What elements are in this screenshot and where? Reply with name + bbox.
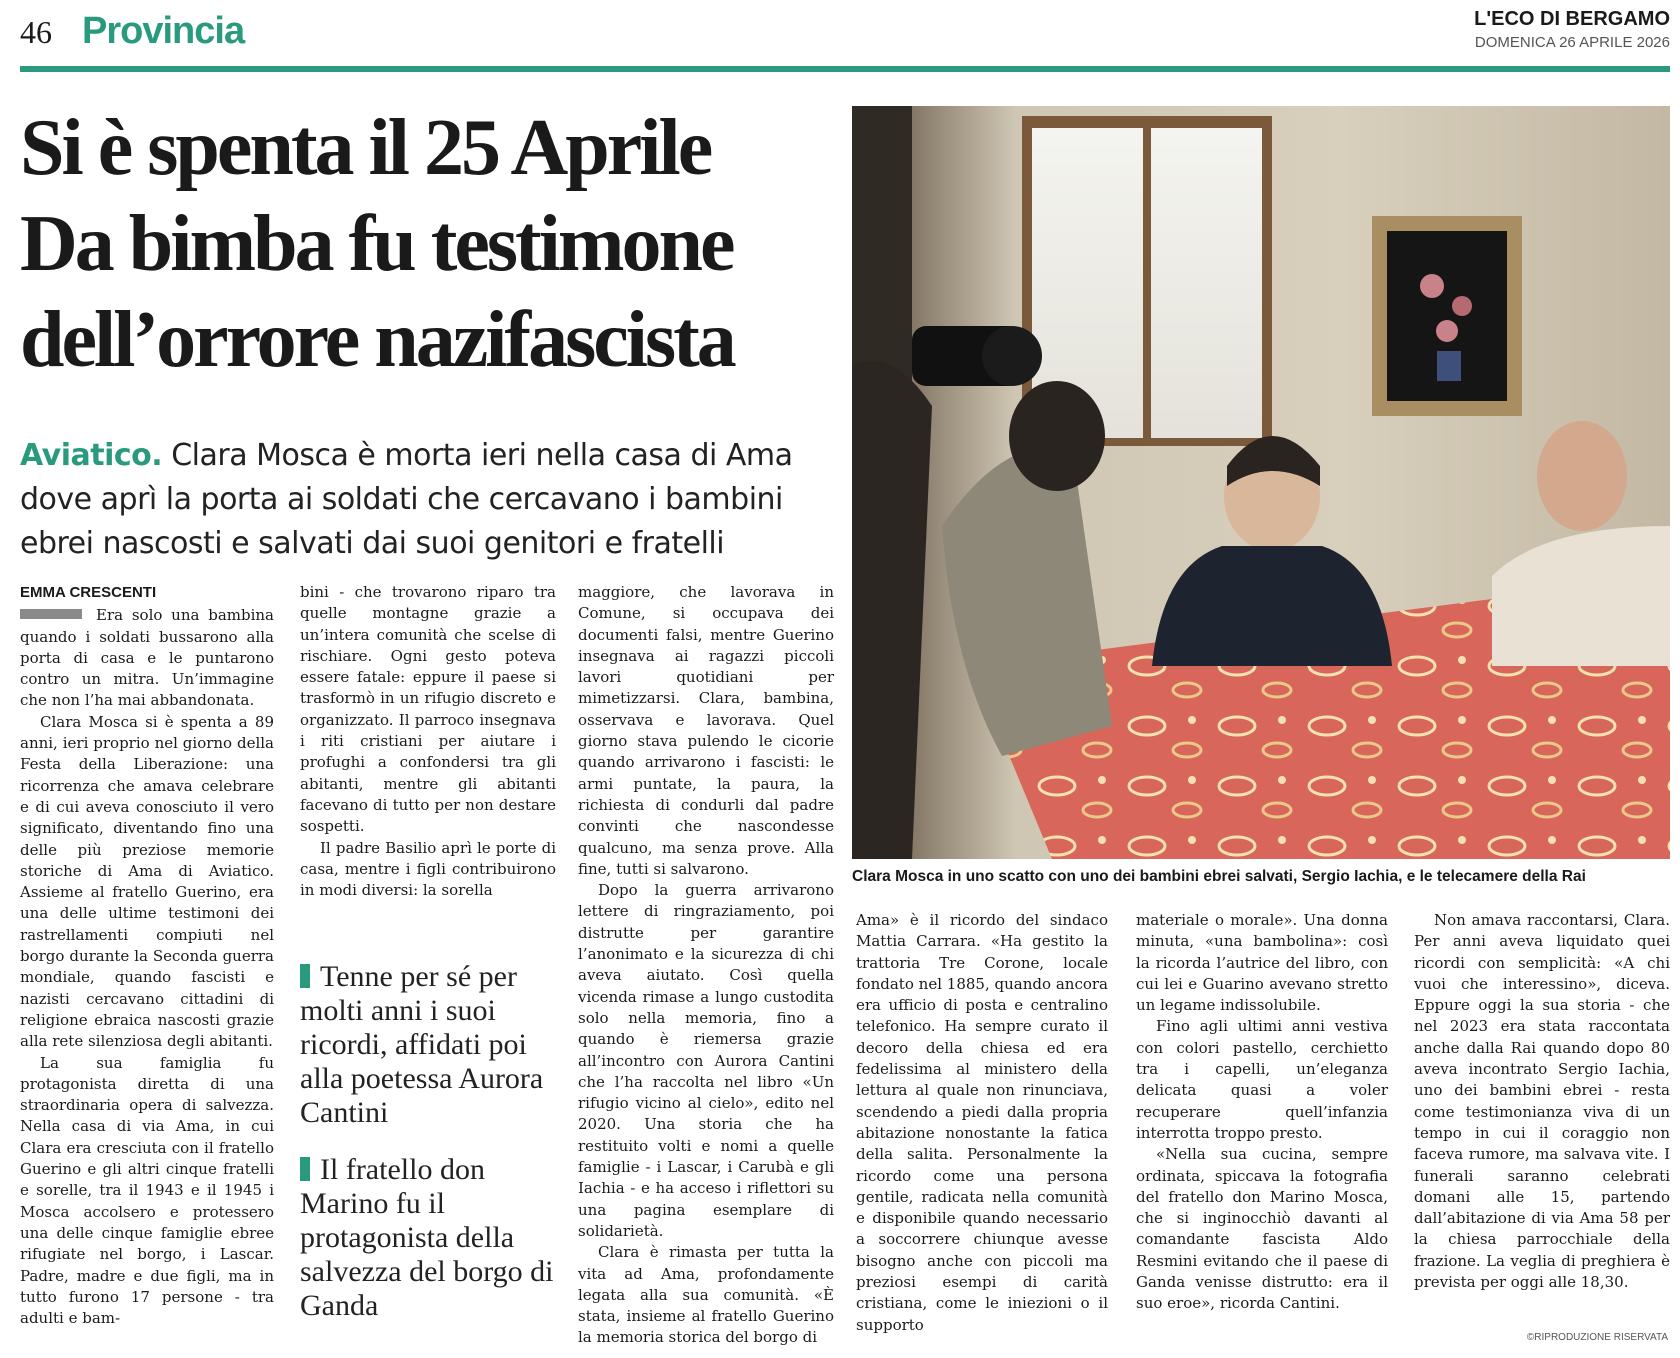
quote-mark bbox=[300, 1157, 310, 1181]
paragraph: materiale o morale». Una donna minuta, «una bambolina»: così la ricorda l’autrice del libro, con cui lei e Guarino avevano stretto un legame indissolubile. bbox=[1136, 911, 1388, 1015]
paragraph: Non amava raccontarsi, Clara. Per anni aveva liquidato quei ricordi con semplicità: «A chi vuoi che interessino», diceva. Eppure oggi la sua storia - che nel 2023 era stata raccontata anche dalla Rai quando dopo 80 aveva incontrato Sergio Iachia, uno dei bambini ebrei - resta come testimonianza viva di un tempo in cui il coraggio non faceva rumore, ma salvava vite. I funerali saranno celebrati domani alle 15, partendo dall’abitazione di via Ama 58 per la chiesa parrocchiale della frazione. La veglia di preghiera è prevista per oggi alle 18,30. bbox=[1414, 911, 1670, 1292]
paragraph: «Nella sua cucina, sempre ordinata, spiccava la fotografia del fratello don Marino Mosca, che si inginocchiò davanti al comandante fascista Aldo Resmini evitando che il paese di Ganda venisse distrutto: era il suo eroe», ricorda Cantini. bbox=[1136, 1145, 1388, 1313]
paragraph-text: Era solo una bambina quando i soldati bussarono alla porta di casa e le puntarono contro un mitra. Un’immagine che non l’ha mai abbandonata. bbox=[20, 606, 274, 710]
article-column-6 bbox=[1414, 910, 1670, 1293]
article-column-1 bbox=[20, 582, 274, 1329]
byline: EMMA CRESCENTI bbox=[20, 584, 157, 601]
pullquote-2 bbox=[300, 1153, 560, 1323]
article-column-5 bbox=[1136, 910, 1388, 1315]
article-photo[interactable] bbox=[852, 106, 1670, 859]
paragraph bbox=[20, 605, 274, 711]
subheadline bbox=[20, 434, 860, 566]
paragraph: Clara è rimasta per tutta la vita ad Ama, profondamente legata alla sua comunità. «È stata, insieme al fratello Guerino la memoria storica del borgo di bbox=[578, 1243, 834, 1347]
headline-line: Si è spenta il 25 Aprile bbox=[20, 104, 711, 192]
byline-bar bbox=[20, 609, 82, 619]
newspaper-name: L'ECO DI BERGAMO bbox=[1474, 8, 1670, 30]
page-header bbox=[20, 0, 1670, 72]
headline bbox=[20, 100, 860, 388]
pullquote-1 bbox=[300, 960, 560, 1130]
page-number: 46 bbox=[20, 14, 52, 50]
headline-line: Da bimba fu testimone bbox=[20, 200, 733, 288]
pullquote-text: Tenne per sé per molti anni i suoi ricordi, affidati poi alla poetessa Aurora Cantini bbox=[300, 960, 544, 1129]
article-column-3 bbox=[578, 582, 834, 1349]
paragraph: bini - che trovarono riparo tra quelle montagne grazie a un’intera comunità che scelse di rischiare. Ogni gesto poteva essere fatale: eppure il paese si trasformò in un rifugio discreto e organizzato. Il parroco insegnava i riti cristiani per aiutare i profughi a confondersi tra gli abitanti, mentre gli abitanti facevano di tutto per non destare sospetti. bbox=[300, 583, 556, 836]
paragraph: maggiore, che lavorava in Comune, si occupava dei documenti falsi, mentre Guerino insegnava ai ragazzi piccoli lavori quotidiani per mimetizzarsi. Clara, bambina, osservava e lavorava. Quel giorno stava pulendo le cicorie quando arrivarono i fascisti: le armi puntate, la paura, la richiesta di condurli dal padre convinti che nascondesse qualcuno, ma senza prove. Alla fine, tutti si salvarono. bbox=[578, 583, 834, 878]
paragraph: Il padre Basilio aprì le porte di casa, mentre i figli contribuirono in modi diversi: la sorella bbox=[300, 838, 556, 900]
subhead-place: Aviatico. bbox=[20, 438, 163, 473]
paragraph: Dopo la guerra arrivarono lettere di ringraziamento, poi distrutte per garantire l’anonimato e la sicurezza di chi aveva aiutato. Così quella vicenda rimase a lungo custodita solo nella memoria, fino a quando è riemersa grazie all’incontro con Aurora Cantini che l’ha raccolta nel libro «Un rifugio vicino al cielo», edito nel 2020. Una storia che ha restituito volti e nomi a quelle famiglie - i Lascar, i Carubà e gli Iachia - e ha acceso i riflettori su una pagina esemplare di solidarietà. bbox=[578, 881, 834, 1240]
pullquote-text: Il fratello don Marino fu il protagonista della salvezza del borgo di Ganda bbox=[300, 1153, 554, 1322]
copyright-note: ©RIPRODUZIONE RISERVATA bbox=[1526, 1332, 1668, 1343]
article-column-2 bbox=[300, 582, 556, 901]
header-rule bbox=[20, 66, 1670, 72]
headline-line: dell’orrore nazifascista bbox=[20, 296, 734, 384]
section-title[interactable]: Provincia bbox=[82, 10, 245, 52]
quote-mark bbox=[300, 964, 310, 988]
paragraph: Fino agli ultimi anni vestiva con colori pastello, cerchietto tra i capelli, un’eleganza delicata quasi a voler recuperare quell’infanzia interrotta troppo presto. bbox=[1136, 1017, 1388, 1142]
paragraph: Ama» è il ricordo del sindaco Mattia Carrara. «Ha gestito la trattoria Tre Corone, locale fondato nel 1885, quando ancora era ufficio di posta e centralino telefonico. Ha sempre curato il decoro della chiesa ed era fedelissima al ministero della lettura al quale non rinunciava, scendendo a piedi dalla propria abitazione nonostante la fatica della salita. Personalmente la ricordo come una persona gentile, radicata nella comunità e disponibile quando necessario a soccorrere chiunque avesse bisogno anche con piccoli ma preziosi esempi di carità cristiana, come le iniezioni o il supporto bbox=[856, 911, 1108, 1334]
article-column-4 bbox=[856, 910, 1108, 1336]
photo-caption: Clara Mosca in uno scatto con uno dei bambini ebrei salvati, Sergio Iachia, e le telecamere della Rai bbox=[852, 868, 1586, 885]
subhead-text: Clara Mosca è morta ieri nella casa di Ama dove aprì la porta ai soldati che cercavano i bambini ebrei nascosti e salvati dai suoi genitori e fratelli bbox=[20, 438, 793, 561]
paragraph: La sua famiglia fu protagonista diretta di una straordinaria opera di salvezza. Nella casa di via Ama, in cui Clara era cresciuta con il fratello Guerino e gli altri cinque fratelli e sorelle, tra il 1943 e il 1945 i Mosca accolsero e protessero una delle cinque famiglie ebree rifugiate nel borgo, i Lascar. Padre, madre e due figli, ma in tutto furono 17 persone - tra adulti e bam- bbox=[20, 1053, 274, 1328]
paragraph: Clara Mosca si è spenta a 89 anni, ieri proprio nel giorno della Festa della Liberazione: una ricorrenza che amava celebrare e di cui aveva conosciuto il vero significato, diventando fino una delle più preziose memorie storiche di Ama di Aviatico. Assieme al fratello Guerino, era una delle ultime testimoni dei rastrellamenti compiuti nel borgo durante la Seconda guerra mondiale, quando fascisti e nazisti cercavano cittadini di religione ebraica nascosti grazie alla rete silenziosa degli abitanti. bbox=[20, 712, 274, 1051]
issue-date: DOMENICA 26 APRILE 2026 bbox=[1474, 34, 1670, 51]
